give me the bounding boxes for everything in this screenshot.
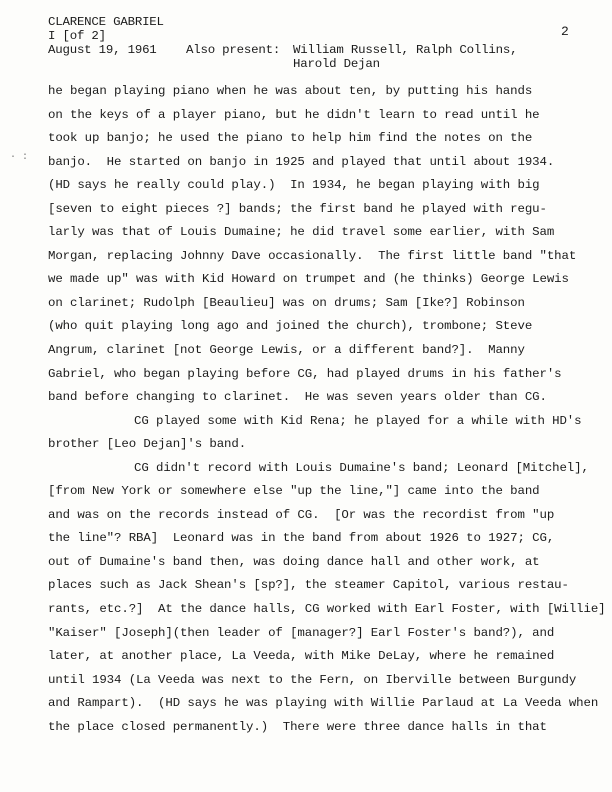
text-line: Morgan, replacing Johnny Dave occasionally. The first little band "that xyxy=(48,248,577,263)
part-indicator: I [of 2] xyxy=(48,29,106,43)
text-line: Angrum, clarinet [not George Lewis, or a different band?]. Manny xyxy=(48,343,525,358)
text-line: out of Dumaine's band then, was doing dance hall and other work, at xyxy=(48,554,540,569)
interview-date: August 19, 1961 xyxy=(48,43,157,57)
text-line: "Kaiser" [Joseph](then leader of [manager?] Earl Foster's band?), and xyxy=(48,625,555,640)
text-line: [seven to eight pieces ?] bands; the first band he played with regu- xyxy=(48,201,547,216)
text-line: (HD says he really could play.) In 1934, he began playing with big xyxy=(48,178,540,193)
present-names-line-1: William Russell, Ralph Collins, xyxy=(293,43,518,57)
text-line: [from New York or somewhere else "up the line,"] came into the band xyxy=(48,484,540,499)
text-line: band before changing to clarinet. He was seven years older than CG. xyxy=(48,390,547,405)
text-line: larly was that of Louis Dumaine; he did travel some earlier, with Sam xyxy=(48,225,555,240)
text-line: later, at another place, La Veeda, with Mike DeLay, where he remained xyxy=(48,649,555,664)
text-line: and Rampart). (HD says he was playing with Willie Parlaud at La Veeda when xyxy=(48,696,599,711)
transcript-body xyxy=(48,80,608,739)
text-line: Gabriel, who began playing before CG, had played drums in his father's xyxy=(48,366,562,381)
text-line: the line"? RBA] Leonard was in the band from about 1926 to 1927; CG, xyxy=(48,531,555,546)
margin-mark: · : xyxy=(10,152,29,163)
text-line: (who quit playing long ago and joined the church), trombone; Steve xyxy=(48,319,533,334)
text-line: brother [Leo Dejan]'s band. xyxy=(48,437,247,452)
page-number: 2 xyxy=(561,24,569,39)
text-line: the place closed permanently.) There were three dance halls in that xyxy=(48,719,547,734)
text-line: we made up" was with Kid Howard on trumpet and (he thinks) George Lewis xyxy=(48,272,569,287)
text-line: took up banjo; he used the piano to help him find the notes on the xyxy=(48,131,533,146)
text-line: banjo. He started on banjo in 1925 and played that until about 1934. xyxy=(48,154,555,169)
text-line: he began playing piano when he was about ten, by putting his hands xyxy=(48,84,533,98)
also-present-label: Also present: xyxy=(186,43,281,57)
paragraph-start-line: CG didn't record with Louis Dumaine's band; Leonard [Mitchel], xyxy=(134,460,589,475)
text-line: on clarinet; Rudolph [Beaulieu] was on drums; Sam [Ike?] Robinson xyxy=(48,295,525,310)
text-line: until 1934 (La Veeda was next to the Fern, on Iberville between Burgundy xyxy=(48,672,577,687)
text-line: places such as Jack Shean's [sp?], the steamer Capitol, various restau- xyxy=(48,578,569,593)
present-names-line-2: Harold Dejan xyxy=(293,57,380,71)
paragraph-start-line: CG played some with Kid Rena; he played for a while with HD's xyxy=(134,413,582,428)
text-line: rants, etc.?] At the dance halls, CG worked with Earl Foster, with [Willie] xyxy=(48,602,606,617)
text-line: on the keys of a player piano, but he didn't learn to read until he xyxy=(48,107,540,122)
text-line: and was on the records instead of CG. [Or was the recordist from "up xyxy=(48,507,555,522)
interviewee-name: CLARENCE GABRIEL xyxy=(48,15,164,29)
